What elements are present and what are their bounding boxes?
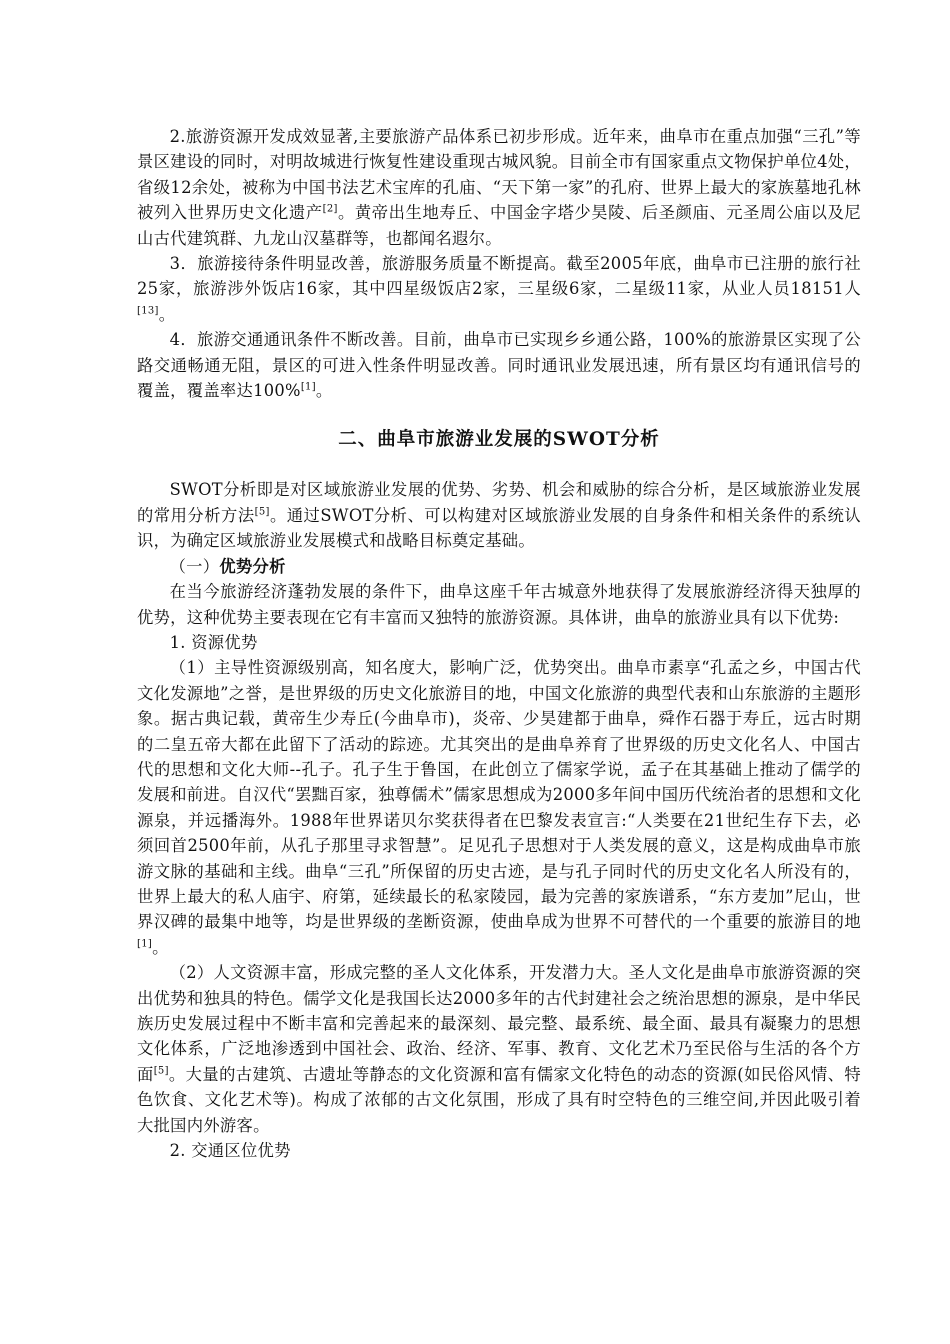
section-heading: 二、曲阜市旅游业发展的SWOT分析 [338, 429, 660, 451]
sub-heading-advantages [137, 554, 861, 579]
paragraph-text-tail: 。 [152, 937, 169, 957]
paragraph-swot-intro [137, 477, 861, 553]
paragraph-leading-resources [137, 655, 861, 960]
paragraph-text: （1）主导性资源级别高，知名度大，影响广泛，优势突出。曲阜市素享“孔孟之乡，中国古代文化发源地”之誉，是世界级的历史文化旅游目的地，中国文化旅游的典型代表和山东旅游的主题形象。据古典记载，黄帝生少寿丘(今曲阜市)，炎帝、少昊建都于曲阜，舜作石器于寿丘，远古时期的二皇五帝大都在此留下了活动的踪迹。尤其突出的是曲阜养育了世界级的历史文化名人、中国古代的思想和文化大师--孔子。孔子生于鲁国，在此创立了儒家学说，孟子在其基础上推动了儒学的发展和前进。自汉代“罢黜百家，独尊儒术”儒家思想成为2000多年间中国历代统治者的思想和文化源泉，并远播海外。1988年世界诺贝尔奖获得者在巴黎发表宣言:“人类要在21世纪生存下去，必须回首2500年前，从孔子那里寻求智慧”。足见孔子思想对于人类发展的意义，这是构成曲阜市旅游文脉的基础和主线。曲阜“三孔”所保留的历史古迹，是与孔子同时代的历史文化名人所没有的，世界上最大的私人庙宇、府第，延续最长的私家陵园，最为完善的家族谱系，“东方麦加”尼山，世界汉碑的最集中地等，均是世界级的垄断资源，使曲阜成为世界不可替代的一个重要的旅游目的地 [137, 658, 861, 932]
paragraph-text-tail: 。通过SWOT分析、可以构建对区域旅游业发展的自身条件和相关条件的系统认识，为确定区域旅游业发展模式和战略目标奠定基础。 [137, 505, 861, 551]
item-title-transport-location: 2. 交通区位优势 [169, 1141, 291, 1161]
sub-heading-title: 优势分析 [219, 556, 286, 576]
paragraph-cultural-resources [137, 960, 861, 1138]
citation-ref: [1] [300, 381, 316, 393]
citation-ref: [1] [137, 938, 153, 950]
paragraph-text: 4．旅游交通通讯条件不断改善。目前，曲阜市已实现乡乡通公路，100%的旅游景区实现了公路交通畅通无阻，景区的可进入性条件明显改善。同时通讯业发展迅速，所有景区均有通讯信号的覆盖，覆盖率达100% [137, 330, 861, 401]
paragraph-text: （2）人文资源丰富，形成完整的圣人文化体系，开发潜力大。圣人文化是曲阜市旅游资源的突出优势和独具的特色。儒学文化是我国长达2000多年的古代封建社会之统治思想的源泉，是中华民族历史发展过程中不断丰富和完善起来的最深刻、最完整、最系统、最全面、最具有凝聚力的思想文化体系，广泛地渗透到中国社会、政治、经济、军事、教育、文化艺术乃至民俗与生活的各个方面 [137, 963, 861, 1084]
paragraph-advantage-intro: 在当今旅游经济蓬勃发展的条件下，曲阜这座千年古城意外地获得了发展旅游经济得天独厚的优势，这种优势主要表现在它有丰富而又独特的旅游资源。具体讲，曲阜的旅游业具有以下优势: [137, 582, 861, 627]
paragraph-text: 2.旅游资源开发成效显著,主要旅游产品体系已初步形成。近年来，曲阜市在重点加强“三孔”等景区建设的同时，对明故城进行恢复性建设重现古城风貌。目前全市有国家重点文物保护单位4处，省级12余处，被称为中国书法艺术宝库的孔庙、“天下第一家”的孔府、世界上最大的家族墓地孔林被列入世界历史文化遗产 [137, 127, 861, 223]
paragraph-text-tail: 。黄帝出生地寿丘、中国金字塔少昊陵、后圣颜庙、元圣周公庙以及尼山古代建筑群、九龙山汉墓群等，也都闻名遐尔。 [137, 203, 861, 248]
citation-ref: [13] [137, 305, 159, 317]
paragraph-reception-conditions [137, 251, 861, 327]
paragraph-text: SWOT分析即是对区域旅游业发展的优势、劣势、机会和威胁的综合分析，是区域旅游业发展的常用分析方法 [137, 480, 861, 525]
document-page [137, 124, 861, 1163]
citation-ref: [2] [322, 203, 338, 215]
citation-ref: [5] [153, 1065, 169, 1077]
citation-ref: [5] [254, 506, 270, 518]
paragraph-tourism-products [137, 124, 861, 251]
paragraph-text-tail: 。 [158, 304, 176, 324]
paragraph-text-tail: 。 [315, 381, 333, 401]
paragraph-transport-telecom [137, 327, 861, 403]
sub-heading-prefix: （一） [169, 556, 220, 576]
paragraph-text: 3．旅游接待条件明显改善，旅游服务质量不断提高。截至2005年底，曲阜市已注册的旅行社25家，旅游涉外饭店16家，其中四星级饭店2家，三星级6家，二星级11家，从业人员18151人 [137, 254, 861, 299]
item-title-resource-advantage: 1. 资源优势 [169, 632, 258, 652]
paragraph-text-tail: 。大量的古建筑、古遗址等静态的文化资源和富有儒家文化特色的动态的资源(如民俗风情、特色饮食、文化艺术等)。构成了浓郁的古文化氛围，形成了具有时空特色的三维空间,并因此吸引着大批国内外游客。 [137, 1064, 861, 1135]
